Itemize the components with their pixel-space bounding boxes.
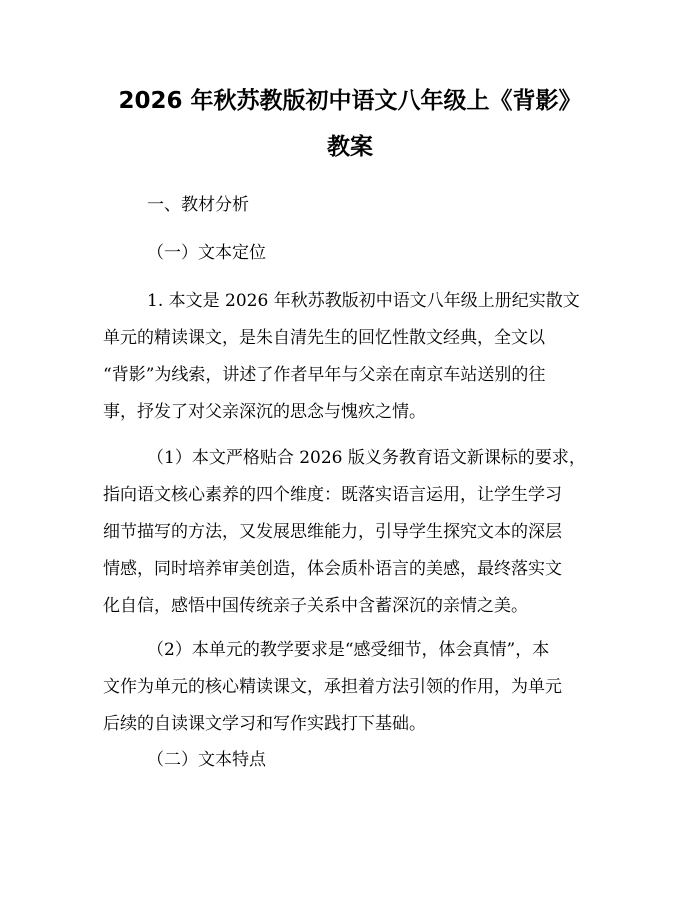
paragraph-line: 文作为单元的核心精读课文，承担着方法引领的作用，为单元	[103, 677, 562, 697]
paragraph-point-2	[103, 638, 600, 749]
paragraph-line: （2）本单元的教学要求是“感受细节，体会真情”，本	[147, 640, 550, 660]
paragraph-line: 1. 本文是 2026 年秋苏教版初中语文八年级上册纪实散文	[147, 291, 580, 311]
subsection-heading-text-features: （二）文本特点	[147, 750, 266, 770]
subsection-heading-text-positioning: （一）文本定位	[147, 243, 266, 263]
paragraph-point-1	[103, 446, 600, 631]
paragraph-line: 事，抒发了对父亲深沉的思念与愧疚之情。	[103, 402, 426, 422]
section-heading-textbook-analysis: 一、教材分析	[147, 195, 249, 215]
paragraph-line: 指向语文核心素养的四个维度：既落实语言运用，让学生学习	[103, 485, 562, 505]
paragraph-line: 化自信，感悟中国传统亲子关系中含蓄深沉的亲情之美。	[103, 596, 528, 616]
document-title-line-1: 2026 年秋苏教版初中语文八年级上《背影》	[118, 88, 582, 114]
paragraph-line: （1）本文严格贴合 2026 版义务教育语文新课标的要求，	[147, 448, 586, 468]
document-title-line-2: 教案	[327, 134, 373, 160]
paragraph-line: 单元的精读课文，是朱自清先生的回忆性散文经典，全文以	[103, 328, 545, 348]
paragraph-line: 后续的自读课文学习和写作实践打下基础。	[103, 714, 426, 734]
paragraph-line: 情感，同时培养审美创造，体会质朴语言的美感，最终落实文	[103, 559, 562, 579]
paragraph-line: 细节描写的方法，又发展思维能力，引导学生探究文本的深层	[103, 522, 562, 542]
paragraph-line: “背影”为线索，讲述了作者早年与父亲在南京车站送别的往	[103, 365, 546, 385]
paragraph-item-1	[103, 289, 600, 437]
